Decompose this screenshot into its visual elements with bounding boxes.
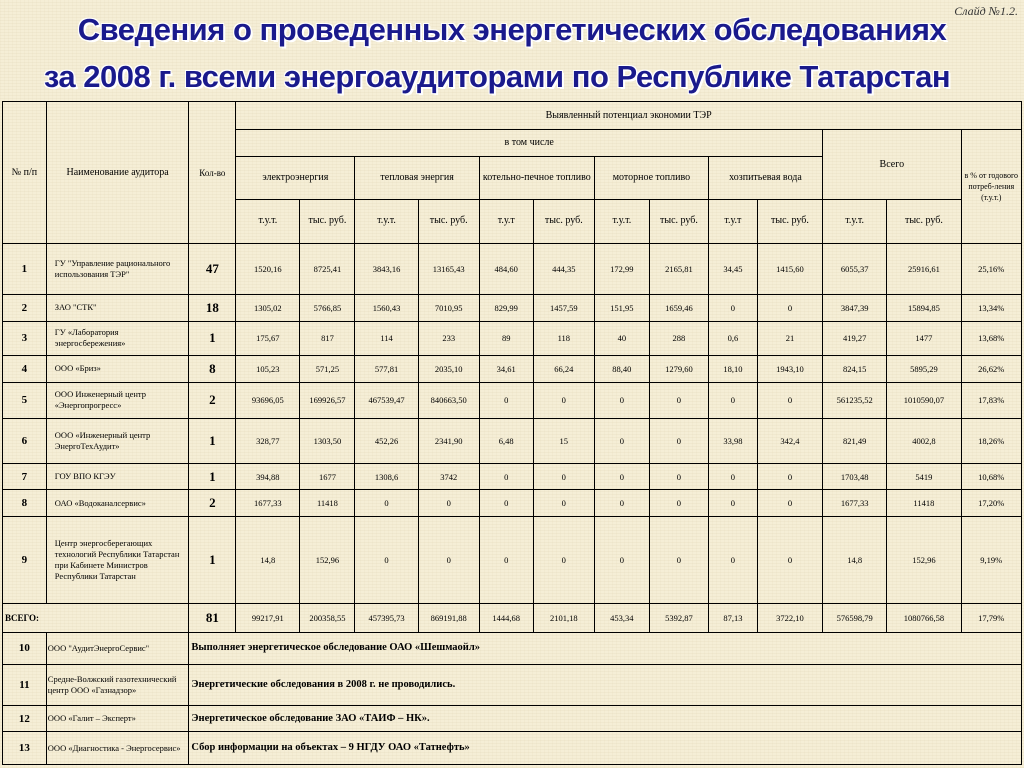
value-cell: 34,61	[479, 356, 533, 382]
value-cell: 18,26%	[961, 419, 1021, 464]
unit-rub: тыс. руб.	[649, 199, 708, 244]
total-value-cell: 869191,88	[418, 604, 479, 632]
value-cell: 3742	[418, 463, 479, 489]
value-cell: 0	[418, 516, 479, 603]
value-cell: 1303,50	[300, 419, 355, 464]
audit-count: 2	[189, 490, 236, 516]
value-cell: 1677,33	[236, 490, 300, 516]
auditor-name: ОАО «Водоканалсервис»	[46, 490, 189, 516]
value-cell: 118	[533, 321, 594, 356]
auditor-name: Средне-Волжский газотехнический центр ООО «Газнадзор»	[46, 665, 189, 706]
value-cell: 342,4	[757, 419, 822, 464]
value-cell: 467539,47	[355, 382, 418, 419]
row-number: 2	[3, 295, 47, 321]
unit-rub-total: тыс. руб.	[887, 199, 961, 244]
value-cell: 2165,81	[649, 244, 708, 295]
value-cell: 13,68%	[961, 321, 1021, 356]
total-label: ВСЕГО:	[3, 604, 189, 632]
value-cell: 0	[479, 516, 533, 603]
value-cell: 66,24	[533, 356, 594, 382]
header-potential: Выявленный потенциал экономии ТЭР	[236, 102, 1022, 130]
note-row	[3, 732, 1022, 765]
value-cell: 15894,85	[887, 295, 961, 321]
value-cell: 288	[649, 321, 708, 356]
auditor-name: Центр энергосберегающих технологий Республики Татарстан при Кабинете Министров Республики Татарстан	[46, 516, 189, 603]
value-cell: 93696,05	[236, 382, 300, 419]
value-cell: 14,8	[236, 516, 300, 603]
value-cell: 561235,52	[823, 382, 887, 419]
header-num: № п/п	[3, 102, 47, 244]
value-cell: 25,16%	[961, 244, 1021, 295]
row-number: 7	[3, 463, 47, 489]
value-cell: 0	[355, 490, 418, 516]
value-cell: 0	[533, 516, 594, 603]
value-cell: 0	[708, 463, 757, 489]
value-cell: 1677,33	[823, 490, 887, 516]
value-cell: 0	[757, 516, 822, 603]
value-cell: 2035,10	[418, 356, 479, 382]
value-cell: 5895,29	[887, 356, 961, 382]
value-cell: 0	[594, 516, 649, 603]
value-cell: 444,35	[533, 244, 594, 295]
table-row	[3, 295, 1022, 321]
value-cell: 1415,60	[757, 244, 822, 295]
total-value-cell: 5392,87	[649, 604, 708, 632]
audit-count: 1	[189, 463, 236, 489]
audit-count: 18	[189, 295, 236, 321]
value-cell: 0	[757, 295, 822, 321]
value-cell: 15	[533, 419, 594, 464]
auditor-name: ООО «Инженерный центр ЭнергоТехАудит»	[46, 419, 189, 464]
value-cell: 8725,41	[300, 244, 355, 295]
unit-rub: тыс. руб.	[757, 199, 822, 244]
value-cell: 26,62%	[961, 356, 1021, 382]
value-cell: 3843,16	[355, 244, 418, 295]
row-number: 4	[3, 356, 47, 382]
row-number: 3	[3, 321, 47, 356]
unit-tut-total: т.у.т.	[823, 199, 887, 244]
value-cell: 152,96	[300, 516, 355, 603]
value-cell: 11418	[300, 490, 355, 516]
value-cell: 0	[708, 490, 757, 516]
value-cell: 0	[418, 490, 479, 516]
value-cell: 5419	[887, 463, 961, 489]
row-number: 10	[3, 632, 47, 665]
value-cell: 0	[649, 382, 708, 419]
audit-count: 47	[189, 244, 236, 295]
value-cell: 1520,16	[236, 244, 300, 295]
total-value-cell: 457395,73	[355, 604, 418, 632]
value-cell: 577,81	[355, 356, 418, 382]
value-cell: 175,67	[236, 321, 300, 356]
value-cell: 151,95	[594, 295, 649, 321]
value-cell: 1010590,07	[887, 382, 961, 419]
value-cell: 33,98	[708, 419, 757, 464]
unit-tut: т.у.т	[479, 199, 533, 244]
total-count: 81	[189, 604, 236, 632]
value-cell: 0	[757, 382, 822, 419]
audit-count: 1	[189, 419, 236, 464]
row-number: 5	[3, 382, 47, 419]
value-cell: 0	[355, 516, 418, 603]
row-number: 9	[3, 516, 47, 603]
table-row	[3, 490, 1022, 516]
audit-count: 2	[189, 382, 236, 419]
row-number: 6	[3, 419, 47, 464]
note-row	[3, 705, 1022, 731]
value-cell: 40	[594, 321, 649, 356]
total-value-cell: 99217,91	[236, 604, 300, 632]
value-cell: 0	[594, 490, 649, 516]
value-cell: 0	[594, 382, 649, 419]
value-cell: 6,48	[479, 419, 533, 464]
value-cell: 0	[757, 463, 822, 489]
total-value-cell: 17,79%	[961, 604, 1021, 632]
value-cell: 0	[594, 419, 649, 464]
header-motor: моторное топливо	[594, 156, 708, 199]
header-percent: в % от годового потреб-ления (т.у.т.)	[961, 130, 1021, 244]
value-cell: 0	[533, 490, 594, 516]
total-value-cell: 200358,55	[300, 604, 355, 632]
value-cell: 21	[757, 321, 822, 356]
auditor-name: ООО «Галит – Эксперт»	[46, 705, 189, 731]
page-title	[0, 6, 1024, 100]
value-cell: 172,99	[594, 244, 649, 295]
value-cell: 169926,57	[300, 382, 355, 419]
value-cell: 88,40	[594, 356, 649, 382]
unit-tut: т.у.т	[708, 199, 757, 244]
table-row	[3, 516, 1022, 603]
row-number: 11	[3, 665, 47, 706]
table-row	[3, 356, 1022, 382]
value-cell: 11418	[887, 490, 961, 516]
table-row	[3, 321, 1022, 356]
value-cell: 89	[479, 321, 533, 356]
unit-tut: т.у.т.	[594, 199, 649, 244]
table-row	[3, 419, 1022, 464]
value-cell: 1477	[887, 321, 961, 356]
value-cell: 821,49	[823, 419, 887, 464]
value-cell: 0	[533, 382, 594, 419]
value-cell: 10,68%	[961, 463, 1021, 489]
value-cell: 25916,61	[887, 244, 961, 295]
note-text: Выполняет энергетическое обследование ОАО «Шешмаойл»	[189, 632, 1022, 665]
audit-count: 8	[189, 356, 236, 382]
total-value-cell: 2101,18	[533, 604, 594, 632]
value-cell: 0	[533, 463, 594, 489]
value-cell: 3847,39	[823, 295, 887, 321]
value-cell: 18,10	[708, 356, 757, 382]
note-text: Энергетические обследования в 2008 г. не проводились.	[189, 665, 1022, 706]
row-number: 1	[3, 244, 47, 295]
auditor-name: ООО «Диагностика - Энергосервис»	[46, 732, 189, 765]
header-boiler: котельно-печное топливо	[479, 156, 594, 199]
value-cell: 6055,37	[823, 244, 887, 295]
note-row	[3, 632, 1022, 665]
value-cell: 0	[479, 463, 533, 489]
value-cell: 1943,10	[757, 356, 822, 382]
value-cell: 34,45	[708, 244, 757, 295]
unit-rub: тыс. руб.	[300, 199, 355, 244]
value-cell: 394,88	[236, 463, 300, 489]
value-cell: 17,20%	[961, 490, 1021, 516]
auditor-name: ООО Инженерный центр «Энергопрогресс»	[46, 382, 189, 419]
value-cell: 152,96	[887, 516, 961, 603]
row-number: 8	[3, 490, 47, 516]
header-water: хозпитьевая вода	[708, 156, 822, 199]
audit-count: 1	[189, 321, 236, 356]
value-cell: 571,25	[300, 356, 355, 382]
note-text: Сбор информации на объектах – 9 НГДУ ОАО «Татнефть»	[189, 732, 1022, 765]
value-cell: 5766,85	[300, 295, 355, 321]
value-cell: 824,15	[823, 356, 887, 382]
value-cell: 452,26	[355, 419, 418, 464]
table-row	[3, 382, 1022, 419]
row-number: 13	[3, 732, 47, 765]
value-cell: 419,27	[823, 321, 887, 356]
total-value-cell: 3722,10	[757, 604, 822, 632]
value-cell: 328,77	[236, 419, 300, 464]
value-cell: 0	[649, 463, 708, 489]
unit-rub: тыс. руб.	[533, 199, 594, 244]
value-cell: 9,19%	[961, 516, 1021, 603]
value-cell: 0	[708, 295, 757, 321]
value-cell: 1279,60	[649, 356, 708, 382]
value-cell: 0	[708, 516, 757, 603]
total-value-cell: 453,34	[594, 604, 649, 632]
note-row	[3, 665, 1022, 706]
value-cell: 0	[757, 490, 822, 516]
value-cell: 17,83%	[961, 382, 1021, 419]
header-electro: электроэнергия	[236, 156, 355, 199]
value-cell: 105,23	[236, 356, 300, 382]
value-cell: 0	[479, 490, 533, 516]
header-thermal: тепловая энергия	[355, 156, 479, 199]
value-cell: 1560,43	[355, 295, 418, 321]
audit-table	[2, 101, 1022, 765]
table-row	[3, 463, 1022, 489]
value-cell: 0	[479, 382, 533, 419]
header-total: Всего	[823, 130, 962, 199]
auditor-name: ООО «Бриз»	[46, 356, 189, 382]
table-row	[3, 244, 1022, 295]
note-text: Энергетическое обследование ЗАО «ТАИФ – НК».	[189, 705, 1022, 731]
value-cell: 1703,48	[823, 463, 887, 489]
value-cell: 4002,8	[887, 419, 961, 464]
unit-rub: тыс. руб.	[418, 199, 479, 244]
total-value-cell: 576598,79	[823, 604, 887, 632]
total-value-cell: 1080766,58	[887, 604, 961, 632]
value-cell: 13165,43	[418, 244, 479, 295]
unit-tut: т.у.т.	[355, 199, 418, 244]
value-cell: 13,34%	[961, 295, 1021, 321]
value-cell: 1308,6	[355, 463, 418, 489]
audit-count: 1	[189, 516, 236, 603]
value-cell: 233	[418, 321, 479, 356]
value-cell: 1305,02	[236, 295, 300, 321]
slide-number: Слайд №1.2.	[954, 4, 1018, 18]
auditor-name: ООО "АудитЭнергоСервис"	[46, 632, 189, 665]
value-cell: 0	[594, 463, 649, 489]
auditor-name: ГУ "Управление рационального использования ТЭР"	[46, 244, 189, 295]
value-cell: 14,8	[823, 516, 887, 603]
value-cell: 484,60	[479, 244, 533, 295]
value-cell: 0	[708, 382, 757, 419]
auditor-name: ГУ «Лаборатория энергосбережения»	[46, 321, 189, 356]
header-count: Кол-во	[189, 102, 236, 244]
value-cell: 0	[649, 490, 708, 516]
total-row	[3, 604, 1022, 632]
auditor-name: ЗАО "СТК"	[46, 295, 189, 321]
value-cell: 829,99	[479, 295, 533, 321]
value-cell: 114	[355, 321, 418, 356]
unit-tut: т.у.т.	[236, 199, 300, 244]
total-value-cell: 87,13	[708, 604, 757, 632]
value-cell: 7010,95	[418, 295, 479, 321]
value-cell: 1457,59	[533, 295, 594, 321]
value-cell: 0	[649, 516, 708, 603]
title-line-2: за 2008 г. всеми энергоаудиторами по Республике Татарстан	[43, 59, 951, 94]
value-cell: 1659,46	[649, 295, 708, 321]
value-cell: 1677	[300, 463, 355, 489]
value-cell: 840663,50	[418, 382, 479, 419]
value-cell: 0	[649, 419, 708, 464]
value-cell: 0,6	[708, 321, 757, 356]
auditor-name: ГОУ ВПО КГЭУ	[46, 463, 189, 489]
header-name: Наименование аудитора	[46, 102, 189, 244]
title-line-1: Сведения о проведенных энергетических обследованиях	[77, 12, 947, 47]
value-cell: 817	[300, 321, 355, 356]
value-cell: 2341,90	[418, 419, 479, 464]
row-number: 12	[3, 705, 47, 731]
header-including: в том числе	[236, 130, 823, 156]
total-value-cell: 1444,68	[479, 604, 533, 632]
